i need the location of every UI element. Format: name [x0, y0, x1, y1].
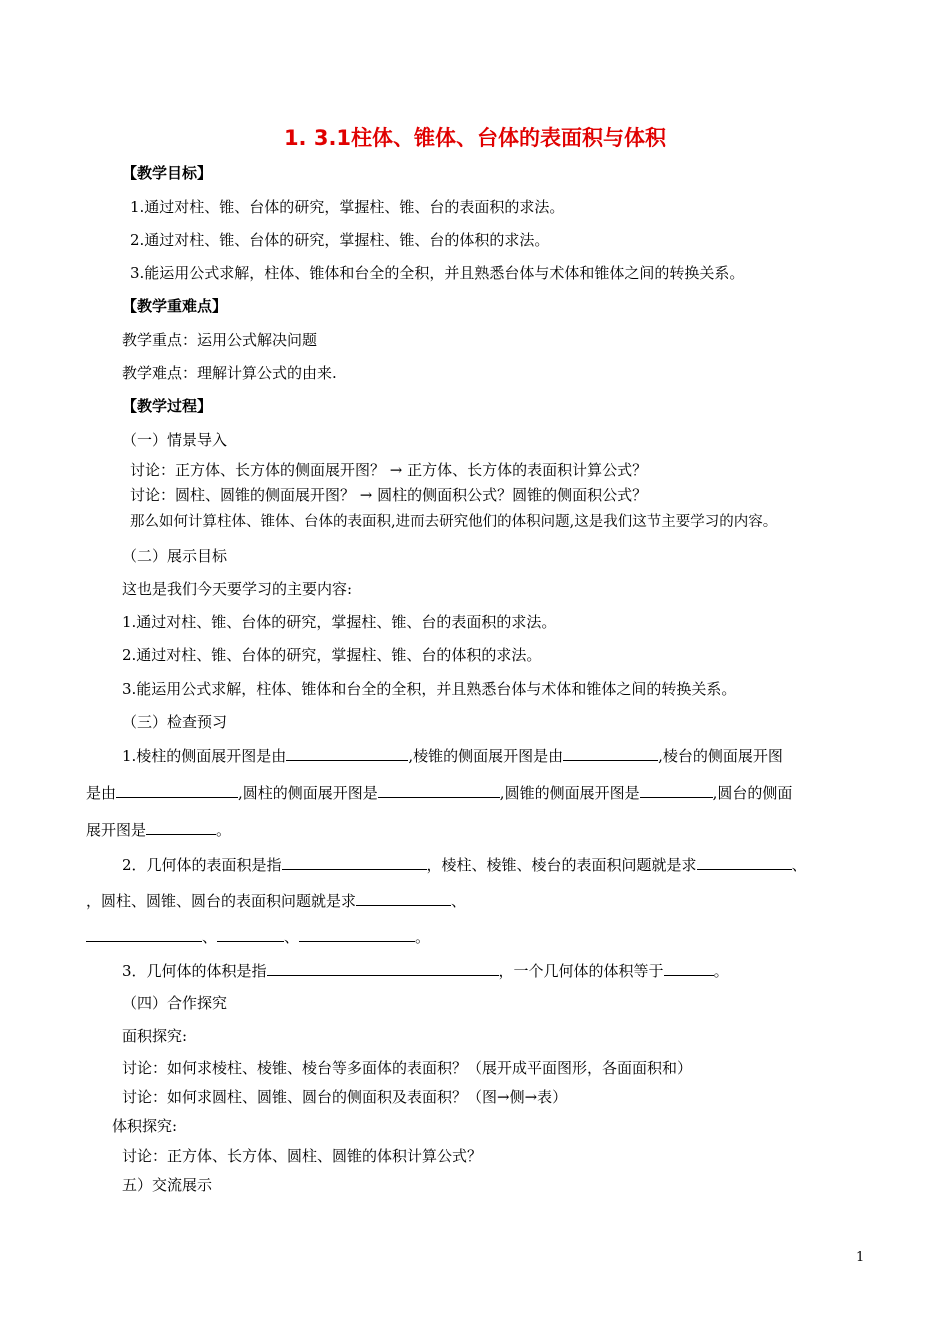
discussion-line: 那么如何计算柱体、锥体、台体的表面积,进而去研究他们的体积问题,这是我们这节主要学习的内容。	[130, 514, 778, 530]
answer-blank[interactable]	[664, 961, 714, 976]
question-1-line-3	[86, 820, 231, 840]
page-title: 1. 3.1柱体、锥体、台体的表面积与体积	[283, 126, 667, 150]
question-text: 、	[791, 856, 807, 874]
answer-blank[interactable]	[217, 927, 284, 942]
volume-heading: 体积探究:	[112, 1117, 178, 1135]
question-text: ,圆锥的侧面展开图是	[499, 784, 640, 802]
question-1-line-1	[122, 746, 783, 766]
process-heading: 【教学过程】	[122, 397, 213, 415]
question-text: 。	[415, 928, 431, 946]
goal-item: 2.通过对柱、锥、台体的研究，掌握柱、锥、台的体积的求法。	[130, 231, 550, 249]
part3-heading: （三）检查预习	[122, 713, 228, 731]
question-text: ，圆柱、圆锥、圆台的表面积问题就是求	[86, 892, 357, 910]
goal-item: 1.通过对柱、锥、台体的研究，掌握柱、锥、台的表面积的求法。	[130, 198, 565, 216]
question-1-line-2	[86, 783, 792, 803]
question-text: ,棱台的侧面展开图	[658, 747, 783, 765]
part2-intro: 这也是我们今天要学习的主要内容:	[122, 580, 353, 598]
question-text: ,棱锥的侧面展开图是由	[408, 747, 564, 765]
area-heading: 面积探究:	[122, 1027, 188, 1045]
question-text: ,圆台的侧面	[712, 784, 793, 802]
question-2-line-2	[86, 891, 466, 911]
discussion-line: 讨论：圆柱、圆锥的侧面展开图？ → 圆柱的侧面积公式？圆锥的侧面积公式？	[130, 486, 648, 504]
question-text: 、	[284, 928, 300, 946]
question-text: ,圆柱的侧面展开图是	[238, 784, 378, 802]
key-point: 教学重点：运用公式解决问题	[122, 331, 318, 349]
part1-heading: （一）情景导入	[122, 431, 228, 449]
answer-blank[interactable]	[146, 820, 216, 835]
target-item: 2.通过对柱、锥、台体的研究，掌握柱、锥、台的体积的求法。	[122, 646, 542, 664]
answer-blank[interactable]	[282, 855, 427, 870]
part2-heading: （二）展示目标	[122, 547, 228, 565]
question-text: 、	[202, 928, 218, 946]
discussion-line: 讨论：正方体、长方体、圆柱、圆锥的体积计算公式？	[122, 1147, 483, 1165]
key-points-heading: 【教学重难点】	[122, 297, 228, 315]
answer-blank[interactable]	[356, 891, 451, 906]
part4-heading: （四）合作探究	[122, 994, 228, 1012]
question-text: 1.棱柱的侧面展开图是由	[122, 747, 287, 765]
answer-blank[interactable]	[116, 783, 238, 798]
goals-heading: 【教学目标】	[122, 164, 213, 182]
question-2-line-3	[86, 927, 430, 947]
question-text: 。	[713, 962, 729, 980]
question-text: 3．几何体的体积是指	[122, 962, 267, 980]
answer-blank[interactable]	[86, 927, 202, 942]
question-text: 。	[216, 821, 232, 839]
question-3	[122, 961, 729, 981]
discussion-line: 讨论：正方体、长方体的侧面展开图？ → 正方体、长方体的表面积计算公式？	[130, 461, 648, 479]
discussion-line: 讨论：如何求棱柱、棱锥、棱台等多面体的表面积？（展开成平面图形，各面面积和）	[122, 1059, 693, 1077]
discussion-line: 讨论：如何求圆柱、圆锥、圆台的侧面积及表面积？（图→侧→表）	[122, 1088, 568, 1106]
question-2-line-1	[122, 855, 807, 875]
answer-blank[interactable]	[563, 746, 658, 761]
answer-blank[interactable]	[697, 855, 792, 870]
question-text: ，一个几何体的体积等于	[498, 962, 664, 980]
answer-blank[interactable]	[267, 961, 499, 976]
question-text: 、	[451, 892, 467, 910]
goal-item: 3.能运用公式求解，柱体、锥体和台全的全积，并且熟悉台体与术体和锥体之间的转换关系。	[130, 264, 745, 282]
question-text: 2．几何体的表面积是指	[122, 856, 282, 874]
answer-blank[interactable]	[640, 783, 713, 798]
question-text: ，棱柱、棱锥、棱台的表面积问题就是求	[426, 856, 697, 874]
answer-blank[interactable]	[286, 746, 408, 761]
page-number: 1	[856, 1250, 865, 1265]
answer-blank[interactable]	[378, 783, 500, 798]
part5-heading: 五）交流展示	[122, 1176, 213, 1194]
target-item: 1.通过对柱、锥、台体的研究，掌握柱、锥、台的表面积的求法。	[122, 613, 557, 631]
answer-blank[interactable]	[299, 927, 415, 942]
question-text: 展开图是	[86, 821, 147, 839]
question-text: 是由	[86, 784, 117, 802]
difficult-point: 教学难点：理解计算公式的由来.	[122, 364, 337, 382]
target-item: 3.能运用公式求解，柱体、锥体和台全的全积，并且熟悉台体与术体和锥体之间的转换关系。	[122, 680, 737, 698]
